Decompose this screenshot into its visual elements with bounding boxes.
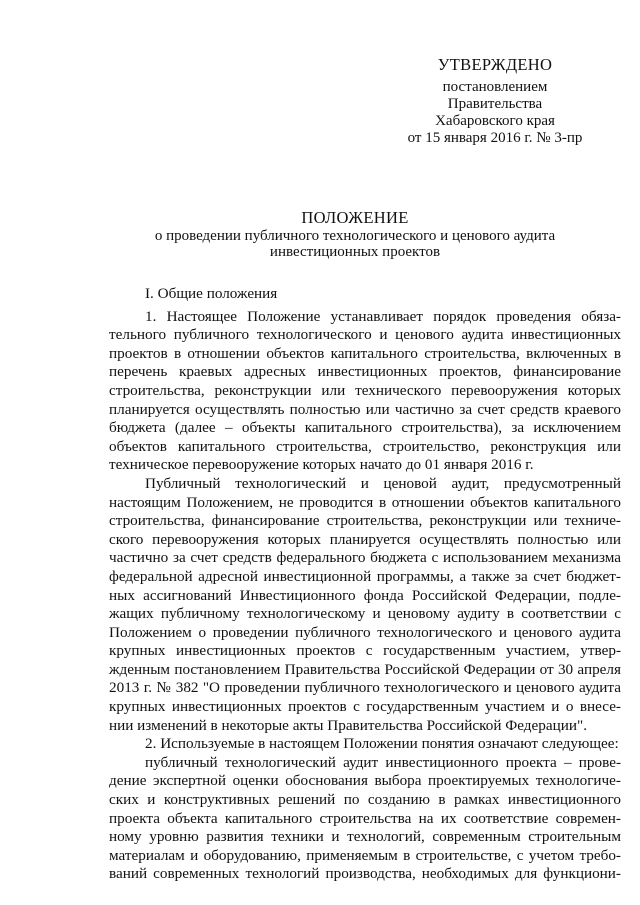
paragraph-line: 2013 г. № 382 "О проведении публичного технологического и ценового аудита — [109, 679, 621, 697]
section-heading: I. Общие положения — [145, 285, 278, 302]
paragraph-line: ных ассигнований Инвестиционного фонда Российской Федерации, подле- — [109, 586, 621, 604]
paragraph — [109, 754, 621, 884]
document-header — [90, 208, 620, 260]
paragraph-line: объектов капитального строительства, строительство, реконструкция или — [109, 437, 621, 455]
paragraph-line: Публичный технологический и ценовой аудит, предусмотренный — [145, 474, 621, 492]
paragraph-line: настоящим Положением, не проводится в отношении объектов капитального — [109, 493, 621, 511]
paragraph-line: ному уровню развития техники и технологий, современным строительным — [109, 828, 621, 846]
paragraph-line: 1. Настоящее Положение устанавливает порядок проведения обяза- — [145, 307, 621, 325]
paragraph-line: ских и конструктивных решений по созданию в рамках инвестиционного — [109, 791, 621, 809]
paragraph-list — [109, 308, 621, 884]
document-subtitle-line: о проведении публичного технологического и ценового аудита — [154, 228, 556, 244]
approval-stamp — [380, 56, 610, 147]
paragraph-line: ского перевооружения которых планируется осуществлять полностью или — [109, 530, 621, 548]
paragraph-line: тельного публичного технологического и ценового аудита инвестиционных — [109, 326, 621, 344]
paragraph-line: жденным постановлением Правительства Российской Федерации от 30 апреля — [109, 660, 621, 678]
paragraph-line: перечень краевых адресных инвестиционных проектов, финансирование — [109, 363, 621, 381]
approval-line: постановлением — [442, 79, 548, 95]
paragraph-line: частично за счет средств федерального бюджета с использованием механизма — [109, 549, 621, 567]
paragraph-line: проекта объекта капитального строительства на их соответствие современ- — [109, 809, 621, 827]
paragraph-line: материалам и оборудованию, применяемым в строительстве, с учетом требо- — [109, 846, 621, 864]
paragraph-line: проектов в отношении объектов капитального строительства, включенных в — [109, 344, 621, 362]
paragraph-line: федеральной адресной инвестиционной программы, а также за счет бюджет- — [109, 567, 621, 585]
paragraph-line: бюджета (далее – объекты капитального строительства), за исключением — [109, 419, 621, 437]
paragraph-line: строительства, реконструкции или технического перевооружения которых — [109, 381, 621, 399]
approval-title: УТВЕРЖДЕНО — [437, 55, 553, 74]
paragraph — [109, 475, 621, 735]
paragraph — [109, 308, 621, 475]
document-subtitle-line: инвестиционных проектов — [269, 244, 441, 260]
approval-line: Правительства — [447, 96, 543, 112]
paragraph-line: крупных инвестиционных проектов с государственным участием, утвер- — [109, 642, 621, 660]
paragraph-line: техническое перевооружение которых начато до 01 января 2016 г. — [109, 456, 534, 474]
document-body — [109, 285, 621, 884]
document-title: ПОЛОЖЕНИЕ — [301, 208, 409, 227]
paragraph-line: публичный технологический аудит инвестиционного проекта – прове- — [145, 753, 621, 771]
paragraph-line: ваний современных технологий производства, необходимых для функциони- — [109, 865, 621, 883]
paragraph — [109, 735, 621, 754]
paragraph-line: планируется осуществлять полностью или частично за счет средств краевого — [109, 400, 621, 418]
paragraph-line: дение экспертной оценки обоснования выбора проектируемых технологиче- — [109, 772, 621, 790]
paragraph-line: жащих публичному технологическому и ценовому аудиту в соответствии с — [109, 605, 621, 623]
paragraph-line: 2. Используемые в настоящем Положении понятия означают следующее: — [145, 735, 619, 753]
paragraph-line: строительства, финансирование строительства, реконструкции или техниче- — [109, 512, 621, 530]
paragraph-line: крупных инвестиционных проектов с государственным участием и о внесе- — [109, 698, 621, 716]
paragraph-line: нии изменений в некоторые акты Правительства Российской Федерации". — [109, 716, 587, 734]
approval-line: Хабаровского края — [435, 113, 555, 129]
approval-date-line: от 15 января 2016 г. № 3-пр — [407, 130, 583, 146]
paragraph-line: Положением о проведении публичного технологического и ценового аудита — [109, 623, 621, 641]
